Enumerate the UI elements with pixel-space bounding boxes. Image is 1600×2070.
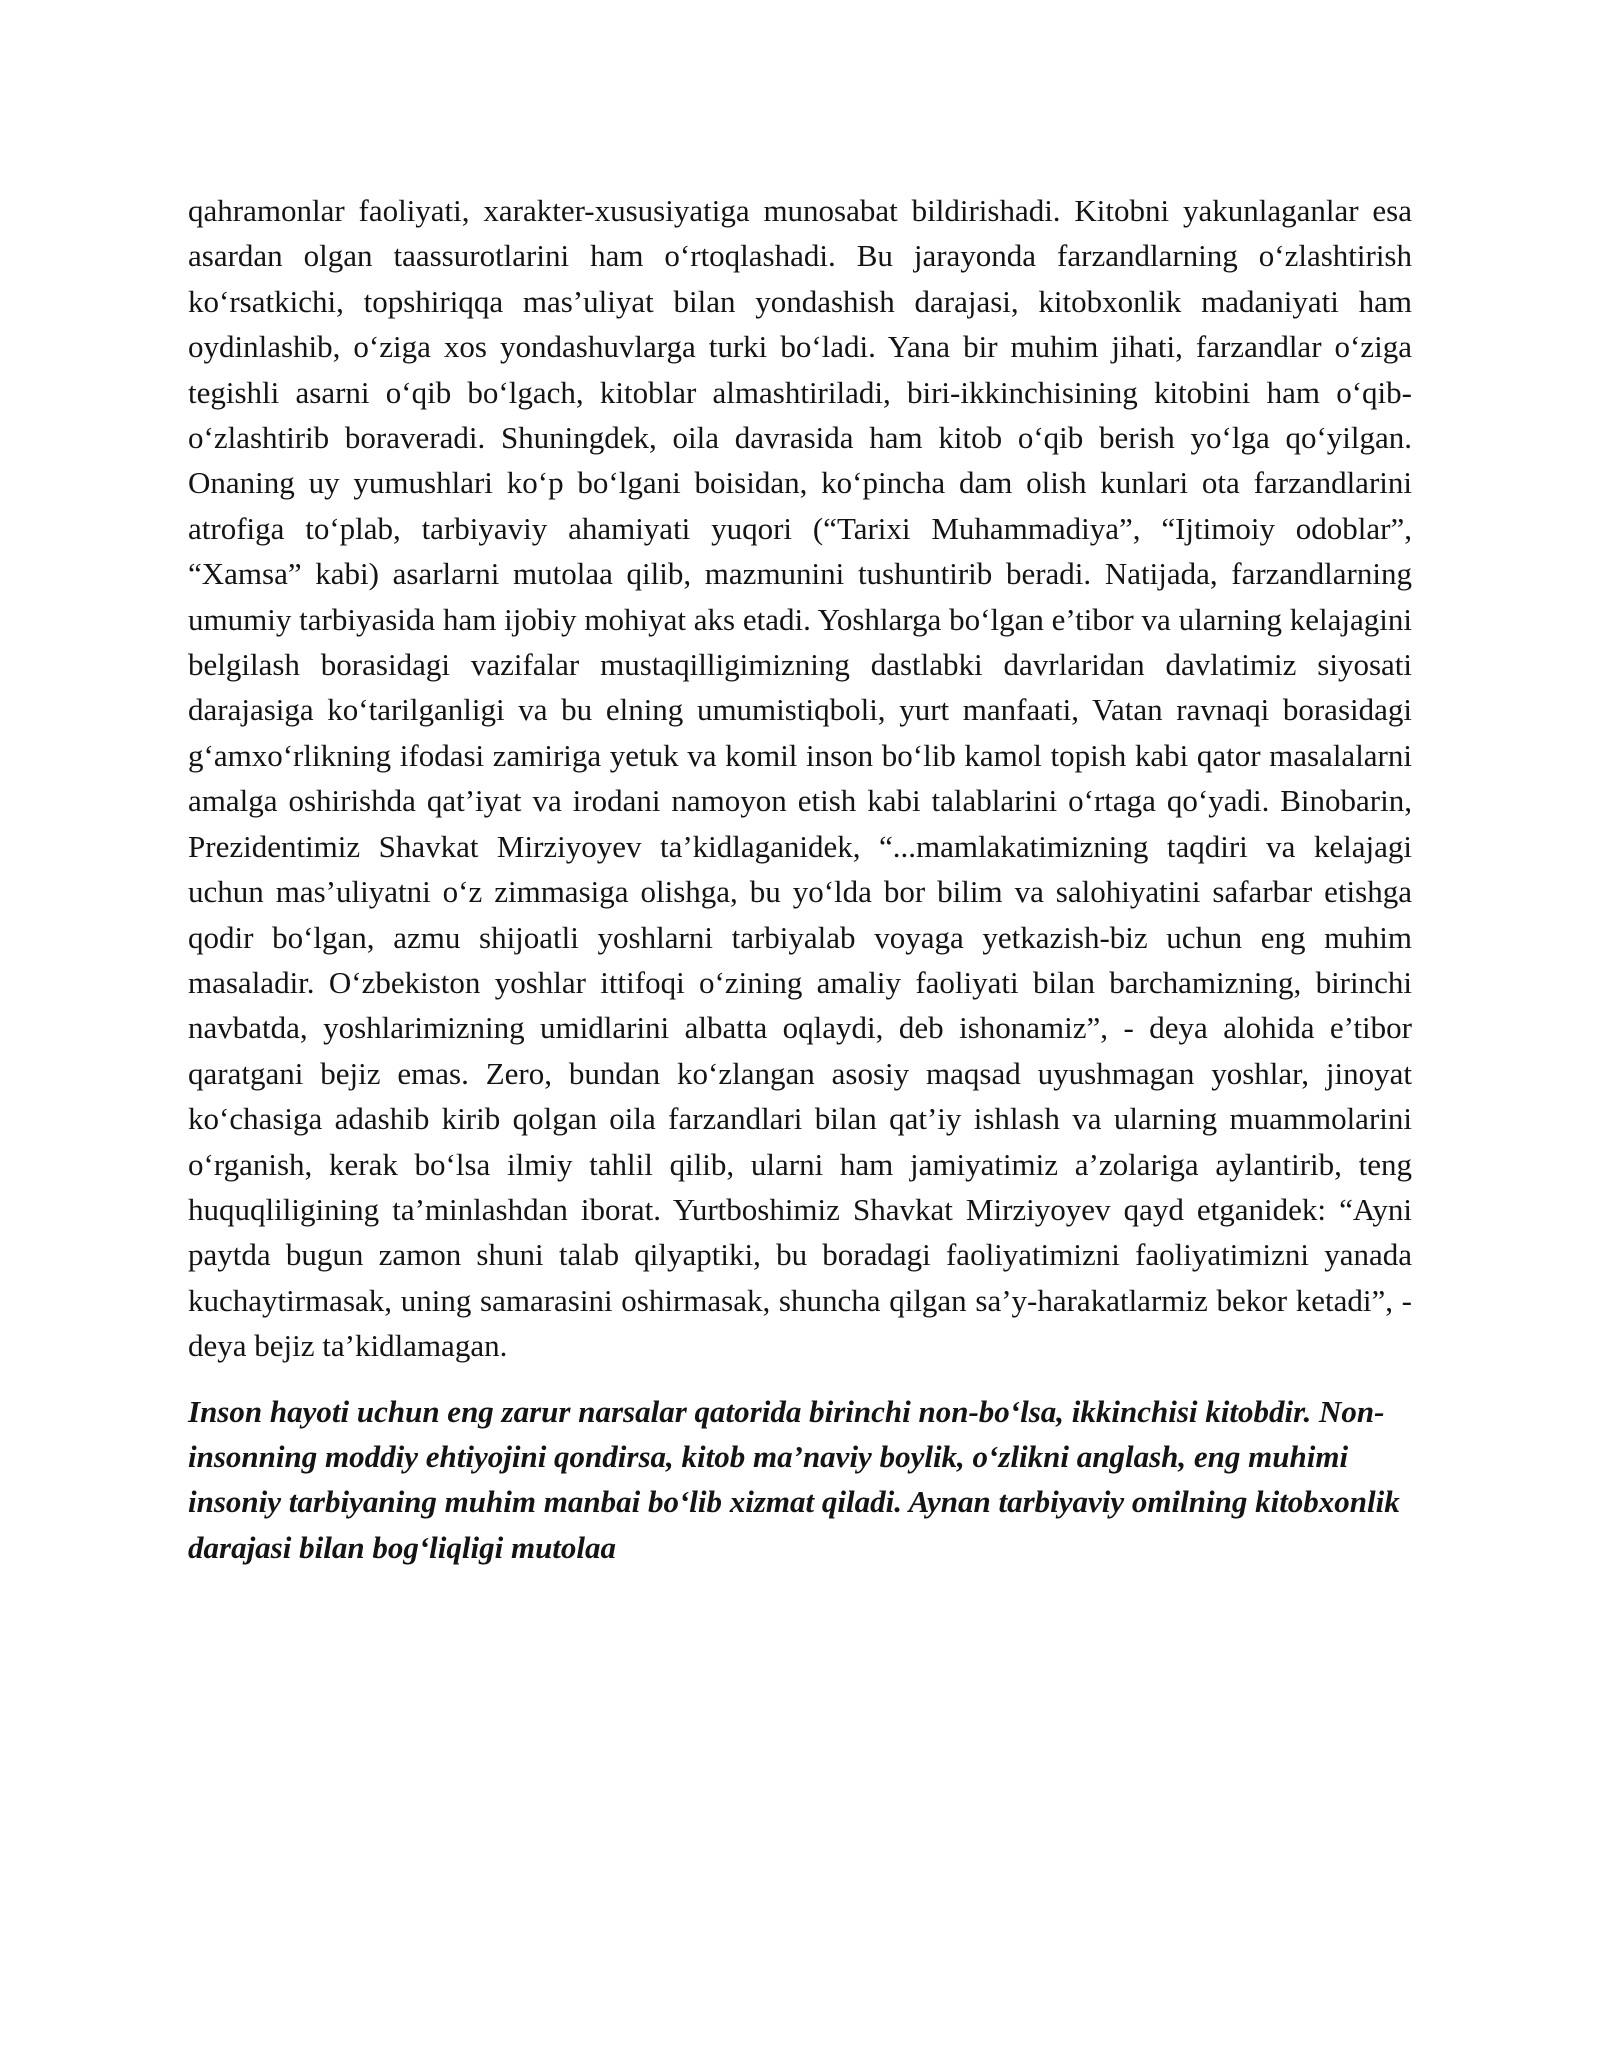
- document-page: [188, 188, 1412, 1570]
- body-paragraph: qahramonlar faoliyati, xarakter-xususiyatiga munosabat bildirishadi. Kitobni yakunlaganlar esa asardan olgan taassurotlarini ham o‘rtoqlashadi. Bu jarayonda farzandlarning o‘zlashtirish ko‘rsatkichi, topshiriqqa mas’uliyat bilan yondashish darajasi, kitobxonlik madaniyati ham oydinlashib, o‘ziga xos yondashuvlarga turki bo‘ladi. Yana bir muhim jihati, farzandlar o‘ziga tegishli asarni o‘qib bo‘lgach, kitoblar almashtiriladi, biri-ikkinchisining kitobini ham o‘qib-o‘zlashtirib boraveradi. Shuningdek, oila davrasida ham kitob o‘qib berish yo‘lga qo‘yilgan. Onaning uy yumushlari ko‘p bo‘lgani boisidan, ko‘pincha dam olish kunlari ota farzandlarini atrofiga to‘plab, tarbiyaviy ahamiyati yuqori (“Tarixi Muhammadiya”, “Ijtimoiy odoblar”, “Xamsa” kabi) asarlarni mutolaa qilib, mazmunini tushuntirib beradi. Natijada, farzandlarning umumiy tarbiyasida ham ijobiy mohiyat aks etadi. Yoshlarga bo‘lgan e’tibor va ularning kelajagini belgilash borasidagi vazifalar mustaqilligimizning dastlabki davrlaridan davlatimiz siyosati darajasiga ko‘tarilganligi va bu elning umumistiqboli, yurt manfaati, Vatan ravnaqi borasidagi g‘amxo‘rlikning ifodasi zamiriga yetuk va komil inson bo‘lib kamol topish kabi qator masalalarni amalga oshirishda qat’iyat va irodani namoyon etish kabi talablarini o‘rtaga qo‘yadi. Binobarin, Prezidentimiz Shavkat Mirziyoyev ta’kidlaganidek, “...mamlakatimizning taqdiri va kelajagi uchun mas’uliyatni o‘z zimmasiga olishga, bu yo‘lda bor bilim va salohiyatini safarbar etishga qodir bo‘lgan, azmu shijoatli yoshlarni tarbiyalab voyaga yetkazish-biz uchun eng muhim masaladir. O‘zbekiston yoshlar ittifoqi o‘zining amaliy faoliyati bilan barchamizning, birinchi navbatda, yoshlarimizning umidlarini albatta oqlaydi, deb ishonamiz”, - deya alohida e’tibor qaratgani bejiz emas. Zero, bundan ko‘zlangan asosiy maqsad uyushmagan yoshlar, jinoyat ko‘chasiga adashib kirib qolgan oila farzandlari bilan qat’iy ishlash va ularning muammolarini o‘rganish, kerak bo‘lsa ilmiy tahlil qilib, ularni ham jamiyatimiz a’zolariga aylantirib, teng huquqliligining ta’minlashdan iborat. Yurtboshimiz Shavkat Mirziyoyev qayd etganidek: “Ayni paytda bugun zamon shuni talab qilyaptiki, bu boradagi faoliyatimizni faoliyatimizni yanada kuchaytirmasak, uning samarasini oshirmasak, shuncha qilgan sa’y-harakatlarmiz bekor ketadi”, - deya bejiz ta’kidlamagan.: [188, 193, 1412, 1364]
- emphasis-paragraph: Inson hayoti uchun eng zarur narsalar qatorida birinchi non-bo‘lsa, ikkinchisi kitobdir. Non-insonning moddiy ehtiyojini qondirsa, kitob ma’naviy boylik, o‘zlikni anglash, eng muhimi insoniy tarbiyaning muhim manbai bo‘lib xizmat qiladi. Aynan tarbiyaviy omilning kitobxonlik darajasi bilan bog‘liqligi mutolaa: [188, 1393, 1400, 1565]
